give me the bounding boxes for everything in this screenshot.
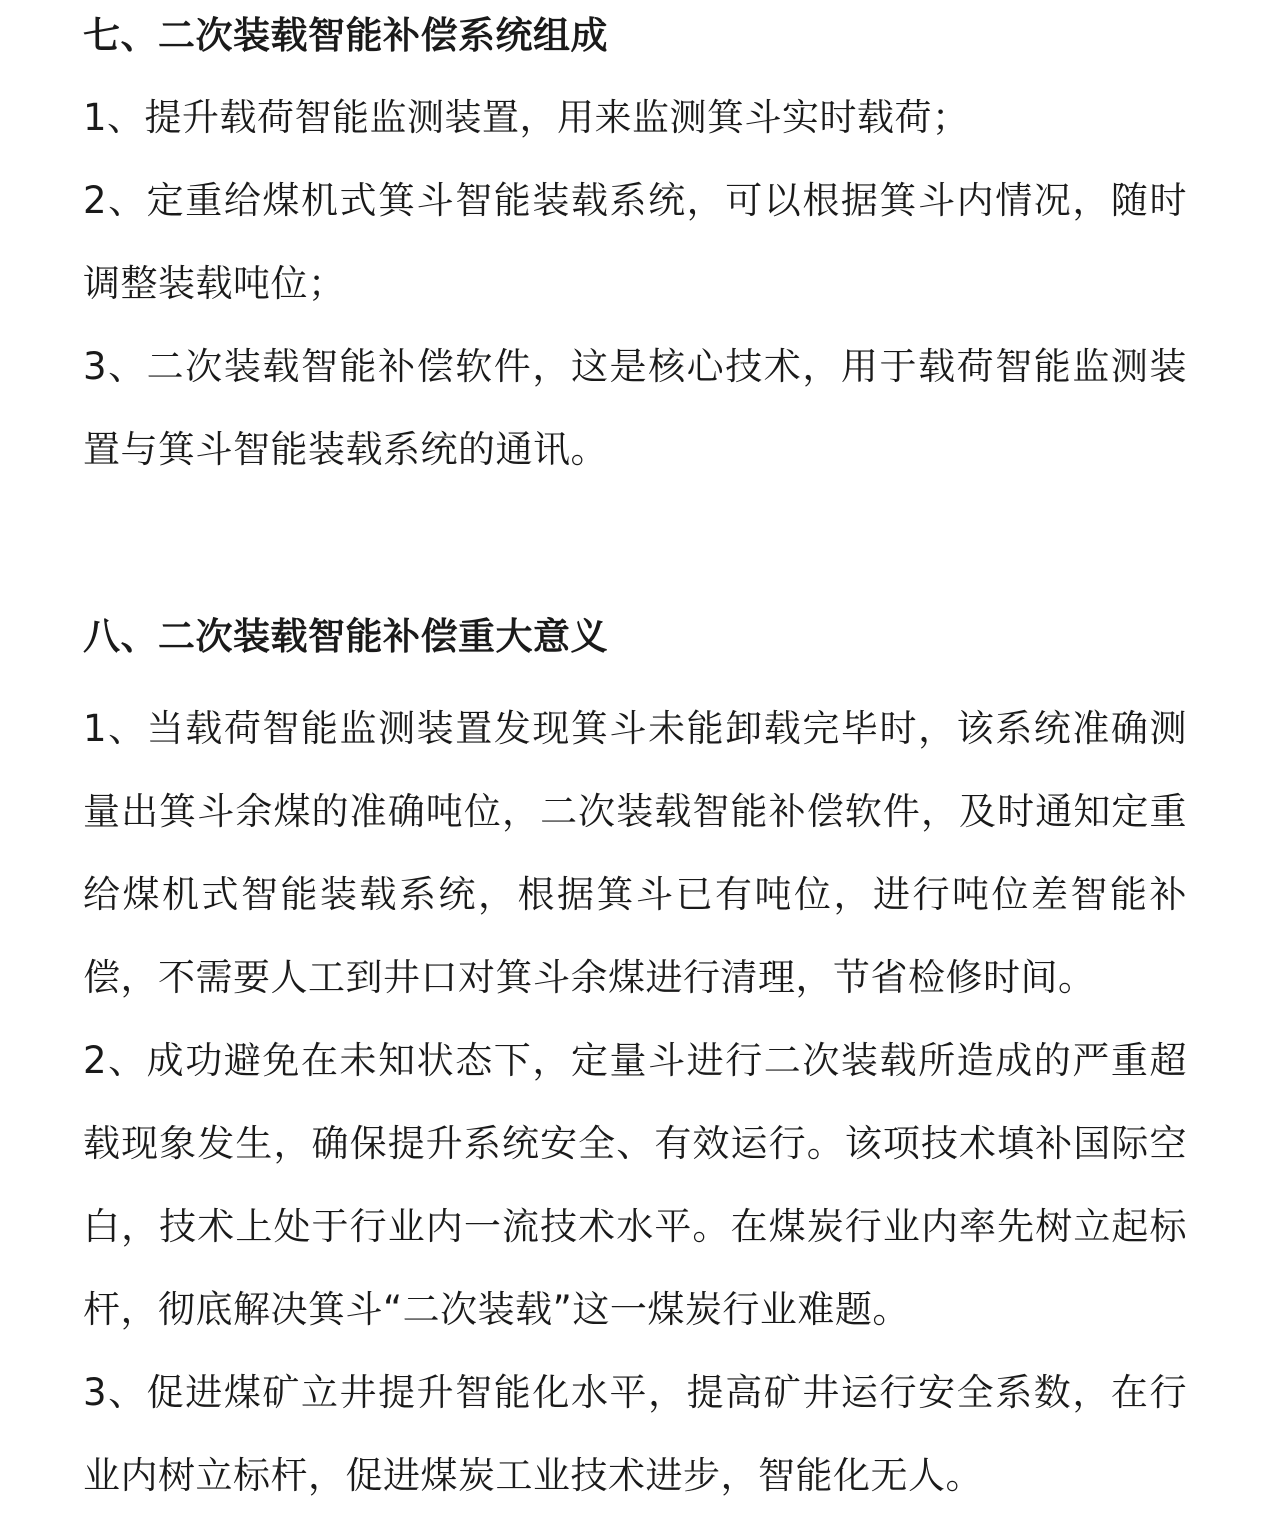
section-8-heading: 八、二次装载智能补偿重大意义 [83, 615, 608, 658]
section-8-item-1: 1、当载荷智能监测装置发现箕斗未能卸载完毕时，该系统准确测量出箕斗余煤的准确吨位，二次装载智能补偿软件，及时通知定重给煤机式智能装载系统，根据箕斗已有吨位，进行吨位差智能补偿，不需要人工到井口对箕斗余煤进行清理，节省检修时间。 [83, 707, 1187, 999]
section-8-item-3: 3、促进煤矿立井提升智能化水平，提高矿井运行安全系数，在行业内树立标杆，促进煤炭工业技术进步，智能化无人。 [83, 1371, 1187, 1497]
section-7-heading: 七、二次装载智能补偿系统组成 [83, 14, 608, 57]
section-7-item-3: 3、二次装载智能补偿软件，这是核心技术，用于载荷智能监测装置与箕斗智能装载系统的通讯。 [83, 345, 1187, 471]
section-7-item-1: 1、提升载荷智能监测装置，用来监测箕斗实时载荷； [83, 96, 970, 139]
section-8-list [83, 687, 1187, 1517]
document-body [83, 0, 1187, 1517]
section-7-item-2: 2、定重给煤机式箕斗智能装载系统，可以根据箕斗内情况，随时调整装载吨位； [83, 179, 1187, 305]
section-8-item-2: 2、成功避免在未知状态下，定量斗进行二次装载所造成的严重超载现象发生，确保提升系统安全、有效运行。该项技术填补国际空白，技术上处于行业内一流技术水平。在煤炭行业内率先树立起标杆，彻底解决箕斗“二次装载”这一煤炭行业难题。 [83, 1039, 1187, 1331]
section-7-list [83, 76, 1187, 491]
